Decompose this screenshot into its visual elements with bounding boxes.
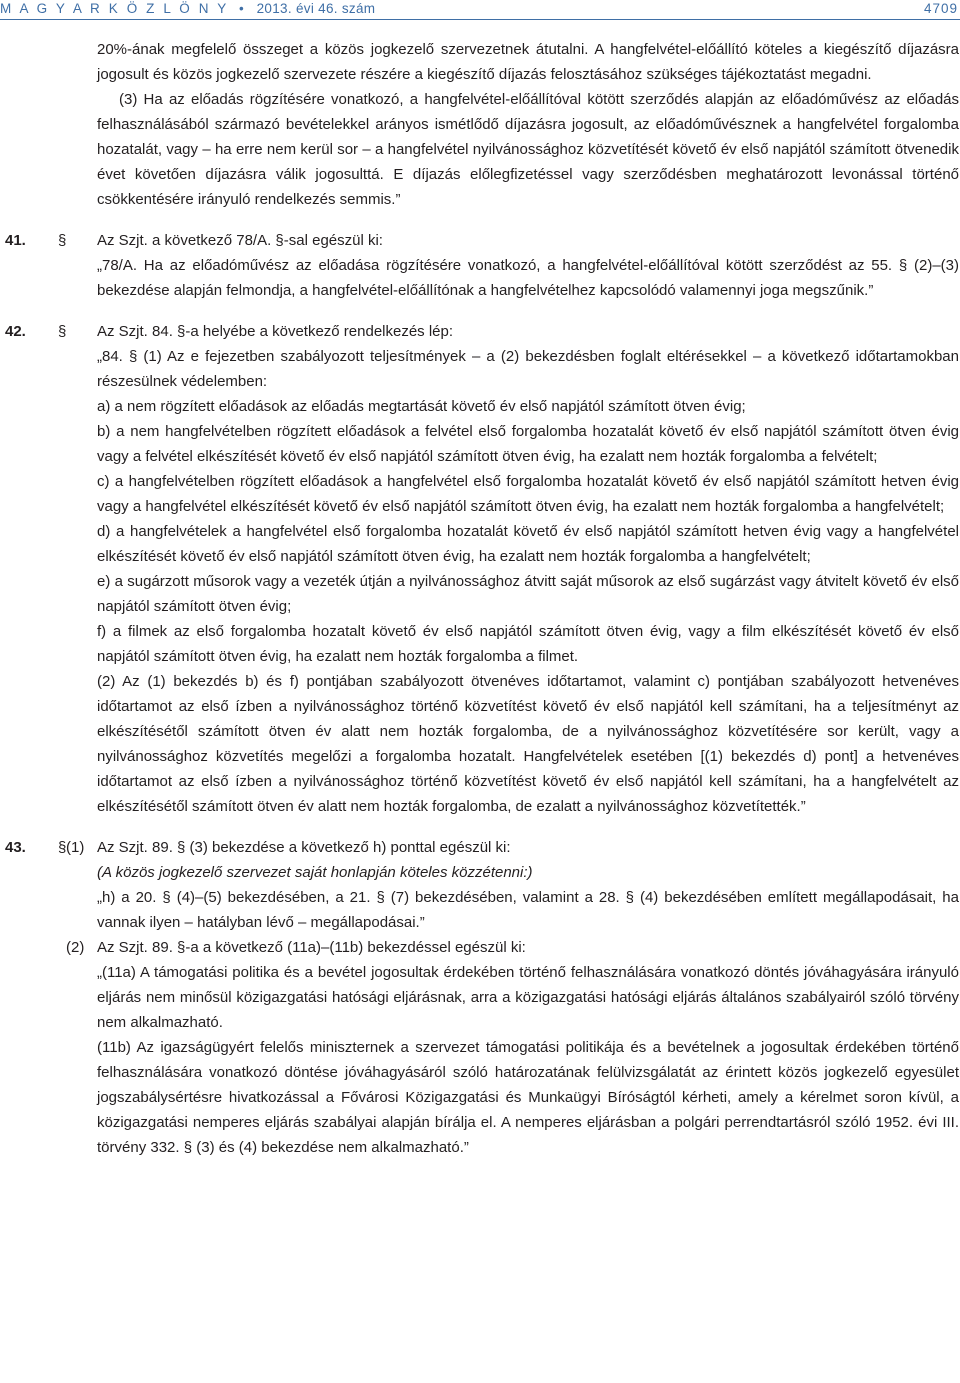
point-f: f) a filmek az első forgalomba hozatalt követő év első napjától számított ötven évig, vagy a film elkészítését követő év első napjától számított ötven évig, ha ezalatt nem hozták forgalomba a filmet. — [97, 623, 959, 665]
journal-header — [0, 1, 375, 16]
section-sign: § — [58, 232, 67, 249]
header-bullet: • — [238, 1, 247, 16]
section-number: 41. — [5, 232, 26, 249]
point-h: „h) a 20. § (4)–(5) bekezdésében, a 21. § (7) bekezdésében, valamint a 28. § (4) bekezdésében említett megállapodásait, ha vannak ilyen – hatályban lévő – megállapodásai.” — [97, 889, 959, 931]
header-divider — [0, 19, 960, 20]
section-84-paragraph-1: „84. § (1) Az e fejezetben szabályozott teljesítmények – a (2) bekezdésben foglalt eltérésekkel – a következő időtartamokban részesülnek védelemben: — [97, 348, 959, 390]
point-a: a) a nem rögzített előadások az előadás megtartását követő év első napjától számított ötven évig; — [97, 398, 746, 415]
subsection-1 — [66, 835, 959, 935]
paragraph-11b: (11b) Az igazságügyért felelős miniszternek a szervezet támogatási politikája és a bevételnek a jogosultak érdekében történő felhasználására vonatkozó döntése jóváhagyásáról szóló határozatának felülvizsgálatát az érintett közös jogkezelő egyesület jogszabálysértésre hivatkozással a Fővárosi Közigazgatási és Munkaügyi Bíróságtól kérheti, amely a kérelmet soron kívül, a közigazgatási nemperes eljárás szabályai alapján bírálja el. A nemperes eljárásban a polgári perrendtartásról szóló 1952. évi III. törvény 332. § (3) és (4) bekezdése nem alkalmazható.” — [97, 1039, 959, 1156]
section-lead: Az Szjt. 84. §-a helyébe a következő rendelkezés lép: — [97, 323, 454, 340]
section-84-paragraph-2: (2) Az (1) bekezdés b) és f) pontjában szabályozott ötvenéves időtartamot, valamint c) pontjában szabályozott hetvenéves időtartamot az első ízben a nyilvánossághoz történő közvetítést követő év első napjától kell számítani, ha a teljesítményt az elkészítésétől számított ötven év alatt nem hozták forgalomba, de a nyilvánossághoz közvetítésére sor került, vagy a nyilvánossághoz közvetítés megelőzi a forgalomba hozatalt. Hangfelvételek esetében [(1) bekezdés d) pont] a hetvenéves időtartamot az első ízben a nyilvánossághoz történő közvetítést követő év első napjától kell számítani, ha a hangfelvételt az elkészítésétől számított ötven év alatt nem hozták forgalomba, de ezalatt a nyilvánossághoz közvetítették.” — [97, 673, 959, 815]
intro-paragraph: 20%-ának megfelelő összeget a közös jogkezelő szervezetnek átutalni. A hangfelvétel-előállító köteles a kiegészítő díjazásra jogosult és közös jogkezelő szervezete részére a kiegészítő díjazás felosztásához szükséges tájékoztatást megadni. — [97, 41, 959, 83]
page-header — [0, 0, 960, 24]
section-lead: Az Szjt. a következő 78/A. §-sal egészül ki: — [97, 232, 383, 249]
document-body — [5, 37, 959, 1160]
journal-title: M A G Y A R K Ö Z L Ö N Y — [0, 1, 229, 16]
subsection-number: (1) — [66, 839, 85, 856]
subsection-number: (2) — [66, 939, 85, 956]
section-text: „78/A. Ha az előadóművész az előadása rögzítésére vonatkozó, a hangfelvétel-előállítóval kötött szerződést az 55. § (2)–(3) bekezdése alapján felmondja, a hangfelvétel-előállítónak a hangfelvételhez kapcsolódó valamennyi joga megszűnik.” — [97, 257, 959, 299]
section-43 — [5, 835, 959, 1160]
page-number: 4709 — [923, 1, 958, 16]
point-c: c) a hangfelvételben rögzített előadások a hangfelvétel első forgalomba hozatalát követő év első napjától számított hetven évig vagy a hangfelvétel elkészítését követő év első napjától számított ötven évig, ha ezalatt nem hozták forgalomba a hangfelvételt; — [97, 473, 959, 515]
section-41 — [5, 228, 959, 303]
intro-paragraph-3: (3) Ha az előadás rögzítésére vonatkozó, a hangfelvétel-előállítóval kötött szerződés alapján az előadóművész az előadás felhasználásából származó bevételekkel arányos ismétlődő díjazásra jogosult, az előadóművésznek a hangfelvétel forgalomba hozatalát, vagy – ha erre nem kerül sor – a hangfelvétel nyilvánossághoz közvetítését követő év első napjától számított ötvenedik évet követően díjazásra válik jogosulttá. E díjazás előlegfizetéssel vagy szerződésben meghatározott levonással történő csökkentésére irányuló rendelkezés semmis.” — [97, 91, 959, 208]
paragraph-11a: „(11a) A támogatási politika és a bevétel jogosultak érdekében történő felhasználására vonatkozó döntés jóváhagyására irányuló eljárás nem minősül közigazgatási hatósági eljárásnak, arra a közigazgatási hatósági eljárás általános szabályairól szóló törvény nem alkalmazható. — [97, 964, 959, 1031]
section-42 — [5, 319, 959, 819]
section-number: 43. — [5, 839, 26, 856]
subsection-italic-note: (A közös jogkezelő szervezet saját honlapján köteles közzétenni:) — [97, 864, 533, 881]
section-number: 42. — [5, 323, 26, 340]
subsection-lead: Az Szjt. 89. § (3) bekezdése a következő h) ponttal egészül ki: — [97, 839, 511, 856]
section-sign: § — [58, 839, 67, 856]
subsection-lead: Az Szjt. 89. §-a a következő (11a)–(11b) bekezdéssel egészül ki: — [97, 939, 526, 956]
point-d: d) a hangfelvételek a hangfelvétel első forgalomba hozatalát követő év első napjától számított hetven évig vagy a hangfelvétel elkészítését követő év első napjától számított ötven évig, ha ezalatt nem hozták forgalomba a hangfelvételt; — [97, 523, 959, 565]
point-e: e) a sugárzott műsorok vagy a vezeték útján a nyilvánossághoz átvitt saját műsorok az első sugárzást vagy átvitelt követő év első napjától számított ötven évig; — [97, 573, 959, 615]
issue-label: 2013. évi 46. szám — [256, 1, 376, 16]
section-sign: § — [58, 323, 67, 340]
subsection-2 — [66, 935, 959, 1160]
point-b: b) a nem hangfelvételben rögzített előadások a felvétel első forgalomba hozatalát követő év első napjától számított ötven évig vagy a felvétel elkészítését követő év első napjától számított ötven évig, ha ezalatt nem hozták forgalomba a felvételt; — [97, 423, 959, 465]
